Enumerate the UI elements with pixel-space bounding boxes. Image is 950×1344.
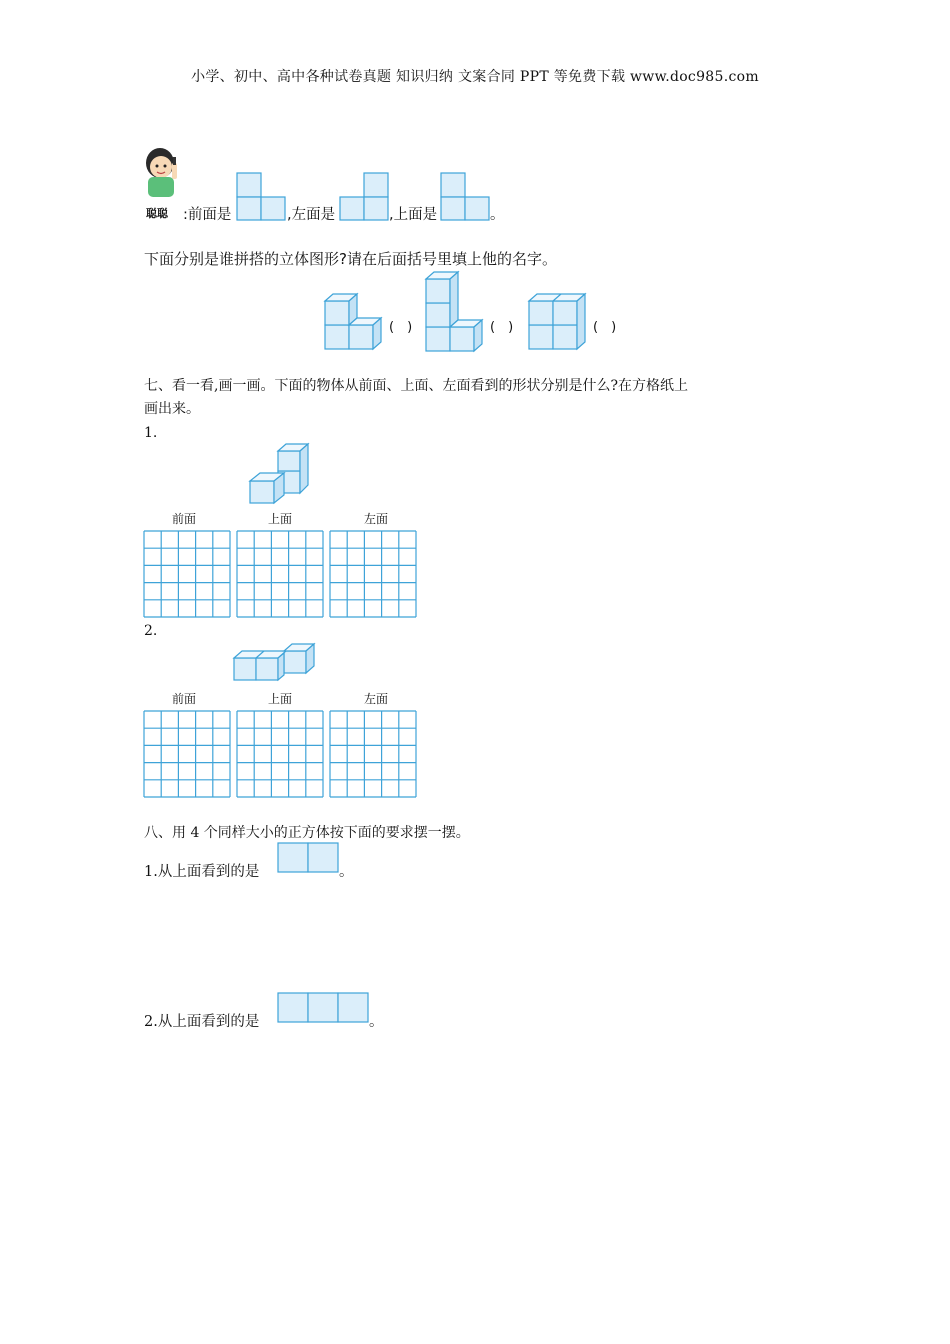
item-1-cubes [248,442,312,506]
item-1-label: 1. [144,425,158,441]
item-1-text: 从上面看到的是 [157,864,260,880]
figure-1-cubes [323,292,383,352]
item-2-label: 2. [144,623,158,639]
section-7-title-cont: 画出来。 [144,401,200,417]
front-view-label: :前面是 [183,207,232,223]
section-8-item-2 [144,1010,259,1031]
figure-3-cubes [527,292,589,352]
section-8-item-1 [144,860,259,881]
top-view-shape [441,173,491,221]
left-view-shape [340,173,390,221]
answer-bracket-2[interactable]: ( ) [490,320,514,335]
top-view-label: ,上面是 [389,207,438,223]
answer-bracket-1[interactable]: ( ) [389,320,413,335]
item-2-cubes [232,642,316,684]
cartoon-boy-avatar [140,143,190,205]
character-name: 聪聪 [146,207,168,220]
item-2-prefix: 2. [144,1014,158,1030]
item-1-period: 。 [339,864,354,880]
front-view-shape [237,173,287,221]
grid-2-front-label: 前面 [172,692,197,706]
line-period: 。 [490,207,505,223]
grid-1-top[interactable] [236,530,324,618]
section-7-title: 七、看一看,画一画。下面的物体从前面、上面、左面看到的形状分别是什么?在方格纸上 [144,378,688,394]
item-1-prefix: 1. [144,864,158,880]
left-view-label: ,左面是 [287,207,336,223]
item-1-top-view-shape [277,842,339,874]
figure-2-cubes [424,270,484,354]
page-header: 小学、初中、高中各种试卷真题 知识归纳 文案合同 PPT 等免费下载 www.doc985.com [191,69,759,85]
grid-1-left[interactable] [329,530,417,618]
item-2-text: 从上面看到的是 [157,1014,260,1030]
grid-1-left-label: 左面 [364,512,389,526]
grid-1-front-label: 前面 [172,512,197,526]
answer-bracket-3[interactable]: ( ) [593,320,617,335]
grid-2-front[interactable] [143,710,231,798]
item-2-period: 。 [369,1014,384,1030]
grid-2-left[interactable] [329,710,417,798]
section-8-title: 八、用 4 个同样大小的正方体按下面的要求摆一摆。 [144,825,470,841]
grid-1-top-label: 上面 [268,512,293,526]
grid-1-front[interactable] [143,530,231,618]
question-intro: 下面分别是谁拼搭的立体图形?请在后面括号里填上他的名字。 [144,250,557,268]
grid-2-left-label: 左面 [364,692,389,706]
grid-2-top[interactable] [236,710,324,798]
grid-2-top-label: 上面 [268,692,293,706]
item-2-top-view-shape [277,992,369,1024]
